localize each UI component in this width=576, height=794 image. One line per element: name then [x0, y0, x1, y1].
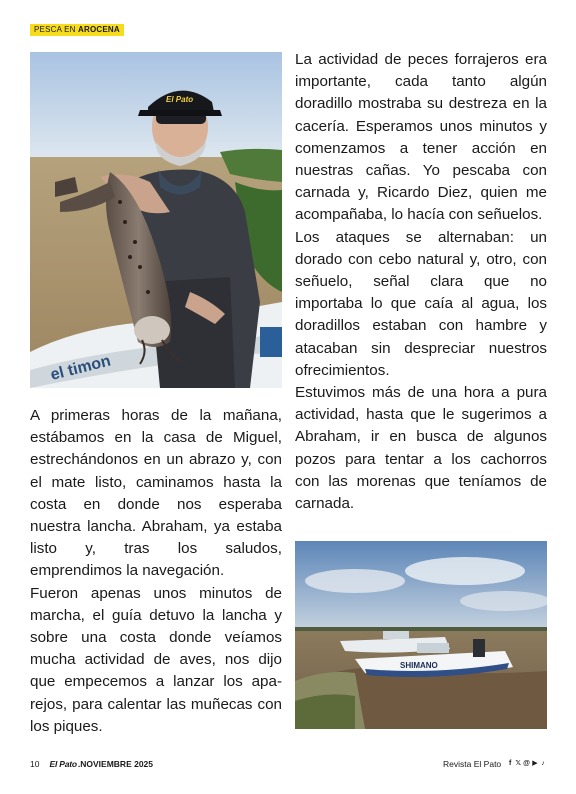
section-prefix: PESCA EN [34, 25, 79, 34]
section-name: AROCENA [78, 25, 120, 34]
boat-brand-text: el timon [48, 352, 113, 384]
tiktok-icon[interactable]: ♪ [541, 760, 545, 767]
angler-catfish-photo [30, 52, 282, 388]
right-article-column [295, 49, 547, 515]
paragraph: Los ataques se alternaban: un dorado con cebo natural y, otro, con señuelo, señal clara que no importaba lo que caía al agua, los doradillos estaban con hambre y atacaban sin despreciar nuestros ofrecimientos. [295, 228, 547, 379]
threads-icon[interactable]: @ [523, 760, 530, 767]
paragraph: Estuvimos más de una hora a pura actividad, hasta que le sugerimos a Abraham, ir en busca de algunos pozos para tentar a los cachorros con las morenas que teníamos de carnada. [295, 384, 547, 513]
boat-hull-text: SHIMANO [400, 661, 438, 670]
footer-issue: .NOVIEMBRE 2025 [77, 759, 154, 769]
facebook-icon[interactable]: f [509, 760, 512, 767]
x-icon[interactable]: 𝕏 [515, 760, 521, 767]
footer-brand: El Pato [49, 759, 77, 769]
youtube-icon[interactable]: ▶ [532, 760, 538, 767]
paragraph: A primeras horas de la mañana, estábamos en la casa de Miguel, estrechándonos en un abrazo y, con el mate listo, caminamos hasta la costa en donde nos esperaba nuestra lancha. Abraham, ya estaba listo y, tras los saludos, emprendimos la navegación. [30, 407, 282, 580]
page-footer [30, 757, 546, 771]
paragraph: La actividad de peces forrajeros era importante, cada tanto algún doradillo mostraba su destreza en la cacería. Esperamos unos minutos y comenzamos a tener acción en nuestras cañas. Yo pescaba con carnada y, Ricardo Diez, quien me acompañaba, lo hacía con señuelos. [295, 51, 547, 224]
left-article-column [30, 405, 282, 738]
section-tag [30, 24, 124, 36]
magazine-name: Revista El Pato [443, 759, 502, 769]
paragraph: Fueron apenas unos minutos de marcha, el guía detuvo la lancha y sobre una costa donde veíamos mucha actividad de aves, nos dijo que empecemos a lanzar los aparejos, para calentar las muñecas con los piques. [30, 584, 282, 735]
issue-date: NOVIEMBRE 2025 [80, 759, 154, 769]
boats-shore-photo [295, 541, 547, 729]
page-number: 10 [30, 759, 40, 769]
cap-logo-text: El Pato [166, 95, 194, 104]
social-icons [507, 757, 546, 771]
